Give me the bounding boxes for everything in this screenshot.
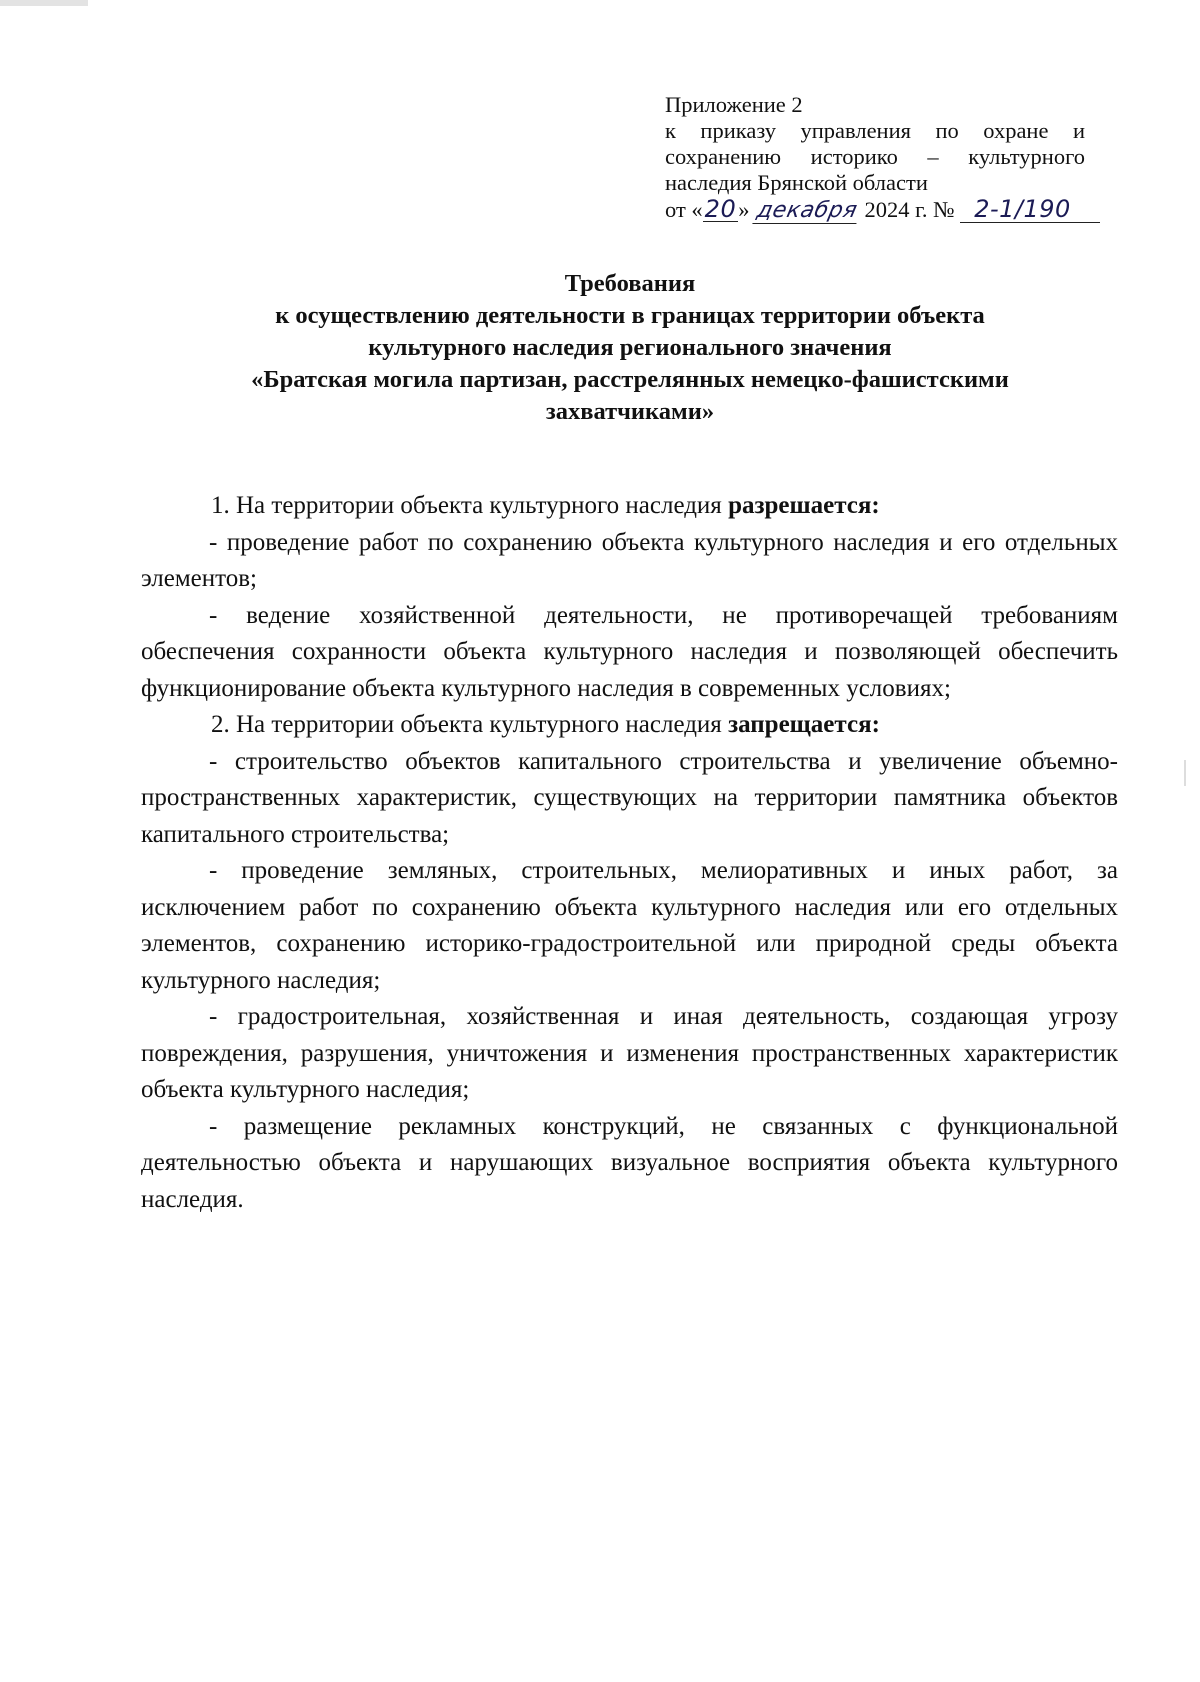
scan-artifact-top: [0, 0, 88, 6]
section-2-heading-bold: запрещается:: [728, 711, 880, 738]
date-prefix: от «: [665, 197, 703, 222]
section-2-item-2: - проведение земляных, строительных, мелиоративных и иных работ, за исключением работ по сохранению объекта культурного наследия или его отдельных элементов, сохранению историко-градостроительной или природной среды объекта культурного наследия;: [141, 857, 1118, 994]
section-2-item-1: - строительство объектов капитального строительства и увеличение объемно-пространственных характеристик, существующих на территории памятника объектов капитального строительства;: [141, 747, 1118, 848]
handwritten-month: декабря: [752, 199, 861, 224]
section-1-item-2: - ведение хозяйственной деятельности, не противоречащей требованиям обеспечения сохранности объекта культурного наследия и позволяющей обеспечить функционирование объекта культурного наследия в современных условиях;: [141, 601, 1118, 702]
section-1-heading: [141, 488, 1118, 525]
annex-line-3: наследия Брянской области: [665, 170, 928, 195]
annex-date-line: [665, 196, 1085, 224]
section-2-item-3: - градостроительная, хозяйственная и иная деятельность, создающая угрозу повреждения, разрушения, уничтожения и изменения пространственных характеристик объекта культурного наследия;: [141, 1003, 1118, 1103]
annex-title: Приложение 2: [665, 92, 803, 117]
section-2-heading: [141, 707, 1118, 744]
section-2-item-4: - размещение рекламных конструкций, не связанных с функциональной деятельностью объекта и нарушающих визуальное восприятия объекта культурного наследия.: [141, 1112, 1118, 1213]
handwritten-day: 20: [704, 195, 737, 223]
section-1-item-1: - проведение работ по сохранению объекта культурного наследия и его отдельных элементов;: [141, 528, 1118, 592]
date-day-close: »: [738, 197, 750, 222]
title-line-3: культурного наследия регионального значения: [368, 334, 892, 361]
document-title: [150, 268, 1110, 428]
section-1-heading-text: 1. На территории объекта культурного наследия: [211, 492, 729, 519]
title-line-4: «Братская могила партизан, расстрелянных немецко-фашистскими: [251, 366, 1009, 393]
handwritten-order-number: 2-1/190: [960, 196, 1100, 223]
scan-artifact-right: [1184, 760, 1186, 786]
annex-line-2: сохранению историко – культурного: [665, 144, 1085, 169]
annex-line-1: к приказу управления по охране и: [665, 118, 1085, 143]
section-2-heading-text: 2. На территории объекта культурного наследия: [211, 711, 729, 738]
section-1-heading-bold: разрешается:: [728, 492, 880, 519]
title-line-2: к осуществлению деятельности в границах территории объекта: [275, 302, 985, 329]
title-line-5: захватчиками»: [545, 398, 715, 425]
title-line-1: Требования: [564, 270, 696, 297]
document-body: [141, 488, 1118, 1218]
date-year: 2024 г. №: [858, 197, 955, 222]
annex-block: [665, 92, 1085, 224]
